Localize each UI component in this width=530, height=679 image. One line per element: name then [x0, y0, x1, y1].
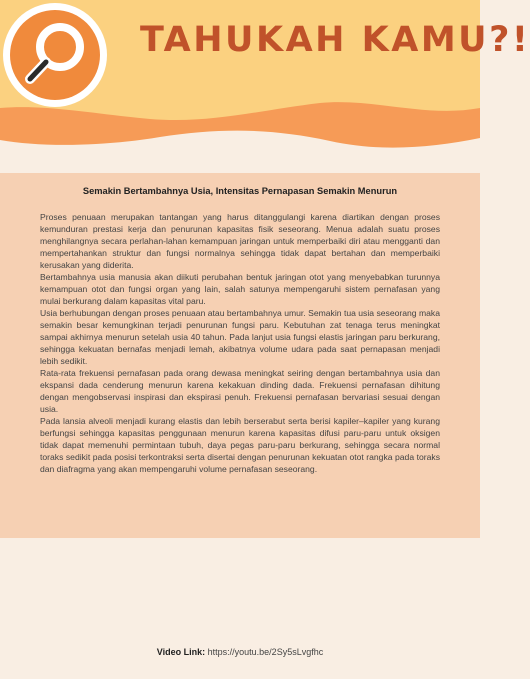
- article-body: [40, 211, 440, 475]
- paragraph: Pada lansia alveoli menjadi kurang elastis dan lebih berserabut serta berisi kapiler–kapiler yang kurang berfungsi sehingga kapasitas penggunaan menurun karena kapasitas difusi paru-paru untuk oksigen tidak dapat memenuhi permintaan tubuh, daya pegas paru-paru berkurang, sehingga secara normal toraks sedikit pada posisi terkontraksi serta disertai dengan penurunan kekuatan otot rangka pada toraks dan diafragma yang akan mempengaruhi volume pernafasan seseorang.: [40, 416, 440, 474]
- video-link: [0, 647, 480, 657]
- article-heading: Semakin Bertambahnya Usia, Intensitas Pernapasan Semakin Menurun: [82, 186, 398, 196]
- header-banner: [0, 0, 530, 160]
- paragraph: Usia berhubungan dengan proses penuaan atau bertambahnya umur. Semakin tua usia seseorang maka semakin besar kemungkinan terjadi penurunan fungsi paru. Kebutuhan zat tenaga terus meningkat sampai akhirnya menurun setelah usia 40 tahun. Pada lanjut usia fungsi elastis jaringan paru berkurang, sehingga kekuatan bernafas menjadi lemah, akibatnya volume udara pada saat pernapasan menjadi lebih sedikit.: [40, 308, 440, 366]
- paragraph: Rata-rata frekuensi pernafasan pada orang dewasa meningkat seiring dengan bertambahnya usia dan ekspansi dada cenderung menurun karena kekakuan dinding dada. Frekuensi pernafasan dihitung dengan mengobservasi inspirasi dan ekspirasi penuh. Frekuensi pernafasan bervariasi sesuai dengan usia.: [40, 368, 440, 414]
- video-link-label: Video Link:: [156, 647, 206, 657]
- page-title: TAHUKAH KAMU?!: [140, 20, 530, 60]
- video-link-url[interactable]: https://youtu.be/2Sy5sLvgfhc: [207, 647, 324, 657]
- paragraph: Bertambahnya usia manusia akan diikuti perubahan bentuk jaringan otot yang menyebabkan turunnya kemampuan otot dan fungsi organ yang lain, salah satunya mempengaruhi sistem pernafasan yang mulai berkurang dalam kapasitas vital paru.: [40, 272, 440, 306]
- article-panel: [0, 173, 480, 538]
- paragraph: Proses penuaan merupakan tantangan yang harus ditanggulangi karena diartikan dengan proses kemunduran prestasi kerja dan penurunan kapasitas fisik seseorang. Menua adalah suatu proses menghilangnya secara perlahan-lahan kemampuan jaringan untuk memperbaiki diri atau mengganti dan mempertahankan struktur dan fungsi normalnya sehingga tidak dapat bertahan dan memperbaiki kerusakan yang diderita.: [40, 212, 440, 270]
- magnifier-icon: [0, 0, 110, 110]
